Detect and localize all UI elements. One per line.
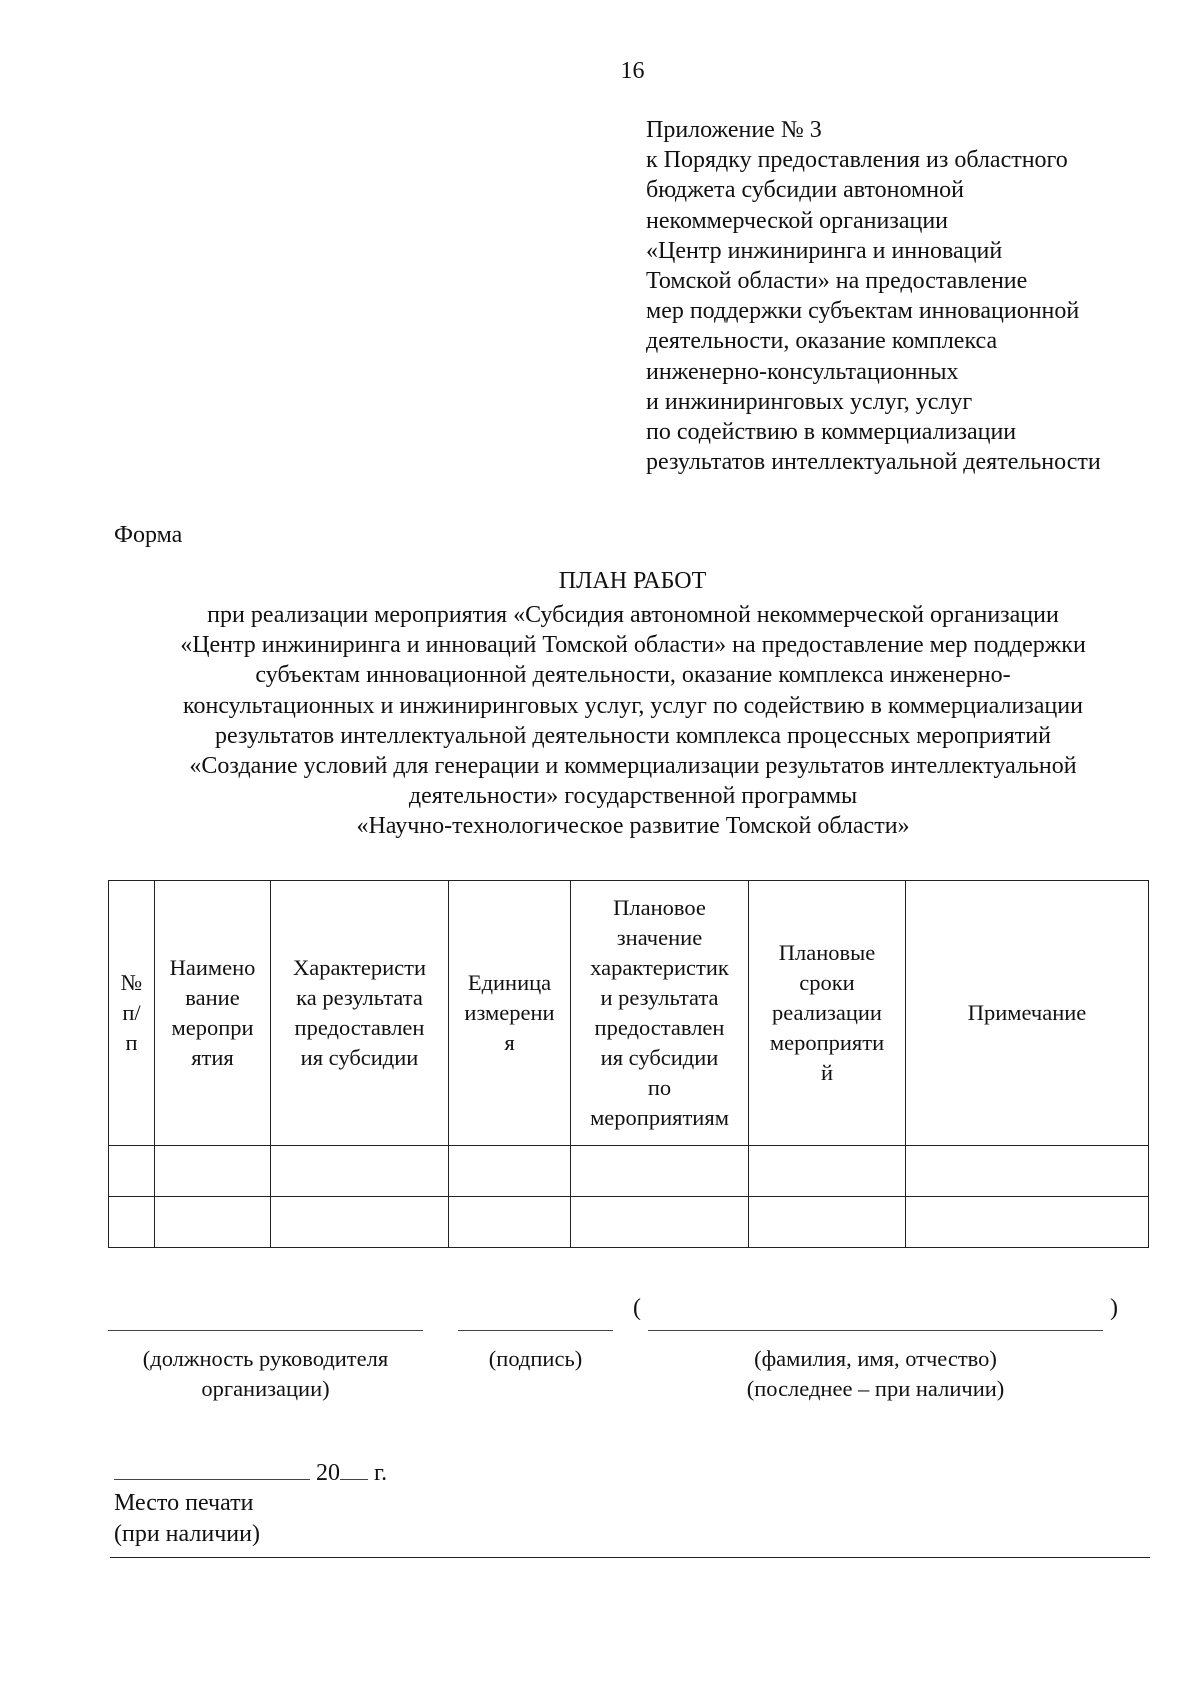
- year-prefix: 20: [316, 1460, 340, 1486]
- stamp-line: Место печати: [114, 1490, 254, 1516]
- plan-subtitle-line: субъектам инновационной деятельности, оказание комплекса инженерно-: [255, 662, 1011, 689]
- appendix-line: Томской области» на предоставление: [646, 268, 1028, 295]
- table-cell[interactable]: [906, 1146, 1149, 1197]
- table-header-row: [109, 881, 1149, 1146]
- header-number: № п/ п: [109, 881, 155, 1146]
- plan-subtitle: [118, 600, 1148, 842]
- appendix-line: по содействию в коммерциализации: [646, 419, 1017, 446]
- bottom-divider: [110, 1557, 1150, 1558]
- plan-subtitle-line: «Создание условий для генерации и коммерциализации результатов интеллектуальной: [189, 753, 1077, 780]
- appendix-line: результатов интеллектуальной деятельности: [646, 449, 1101, 476]
- position-label: (должность руководителя организации): [142, 1346, 389, 1401]
- table-row: [109, 1197, 1149, 1248]
- signature-line[interactable]: [458, 1330, 613, 1331]
- header-planned-dates: Плановые сроки реализации мероприяти й: [749, 881, 906, 1146]
- table-cell[interactable]: [109, 1197, 155, 1248]
- table-cell[interactable]: [449, 1146, 571, 1197]
- table-cell[interactable]: [749, 1197, 906, 1248]
- year-line[interactable]: [340, 1455, 368, 1480]
- appendix-line: «Центр инжиниринга и инноваций: [646, 237, 1003, 264]
- table-cell[interactable]: [155, 1146, 271, 1197]
- table-cell[interactable]: [571, 1197, 749, 1248]
- appendix-line: некоммерческой организации: [646, 207, 949, 234]
- table-cell[interactable]: [271, 1146, 449, 1197]
- table-cell[interactable]: [749, 1146, 906, 1197]
- header-note: Примечание: [906, 881, 1149, 1146]
- close-paren: ): [1110, 1295, 1118, 1321]
- full-name-line[interactable]: [648, 1330, 1103, 1331]
- plan-subtitle-line: консультационных и инжиниринговых услуг, услуг по содействию в коммерциализации: [183, 692, 1083, 719]
- header-event-name: Наимено вание меропри ятия: [155, 881, 271, 1146]
- table-cell[interactable]: [906, 1197, 1149, 1248]
- plan-table: [108, 880, 1149, 1248]
- full-name-label: (фамилия, имя, отчество) (последнее – при наличии): [746, 1346, 1005, 1401]
- stamp-place: [114, 1488, 260, 1550]
- appendix-line: деятельности, оказание комплекса: [646, 328, 998, 355]
- plan-subtitle-line: результатов интеллектуальной деятельности комплекса процессных мероприятий: [215, 722, 1051, 749]
- header-unit: Единица измерени я: [449, 881, 571, 1146]
- table-row: [109, 1146, 1149, 1197]
- appendix-line: Приложение № 3: [646, 117, 822, 143]
- date-field: [114, 1455, 387, 1487]
- plan-subtitle-line: при реализации мероприятия «Субсидия автономной некоммерческой организации: [207, 602, 1059, 628]
- appendix-line: инженерно-консультационных: [646, 358, 959, 385]
- header-result-characteristic: Характеристи ка результата предоставлен ия субсидии: [271, 881, 449, 1146]
- table-cell[interactable]: [571, 1146, 749, 1197]
- signature-label: (подпись): [488, 1346, 583, 1371]
- position-signature-line[interactable]: [108, 1330, 423, 1331]
- appendix-block: [646, 115, 1166, 477]
- table-cell[interactable]: [109, 1146, 155, 1197]
- plan-subtitle-line: «Научно-технологическое развитие Томской области»: [356, 813, 910, 840]
- form-label: Форма: [114, 522, 183, 548]
- plan-title: ПЛАН РАБОТ: [558, 568, 707, 594]
- stamp-line: (при наличии): [114, 1521, 260, 1547]
- table-cell[interactable]: [449, 1197, 571, 1248]
- appendix-line: и инжиниринговых услуг, услуг: [646, 388, 973, 415]
- appendix-line: бюджета субсидии автономной: [646, 177, 964, 204]
- plan-subtitle-line: деятельности» государственной программы: [408, 783, 858, 810]
- appendix-line: мер поддержки субъектам инновационной: [646, 298, 1080, 325]
- date-day-month-line[interactable]: [114, 1455, 310, 1480]
- page-number: 16: [620, 58, 645, 84]
- table-cell[interactable]: [155, 1197, 271, 1248]
- header-planned-value: Плановое значение характеристик и результата предоставлен ия субсидии по мероприятиям: [571, 881, 749, 1146]
- table-cell[interactable]: [271, 1197, 449, 1248]
- appendix-line: к Порядку предоставления из областного: [646, 147, 1068, 174]
- plan-subtitle-line: «Центр инжиниринга и инноваций Томской области» на предоставление мер поддержки: [180, 632, 1086, 659]
- year-suffix: г.: [374, 1460, 388, 1486]
- open-paren: (: [633, 1295, 641, 1321]
